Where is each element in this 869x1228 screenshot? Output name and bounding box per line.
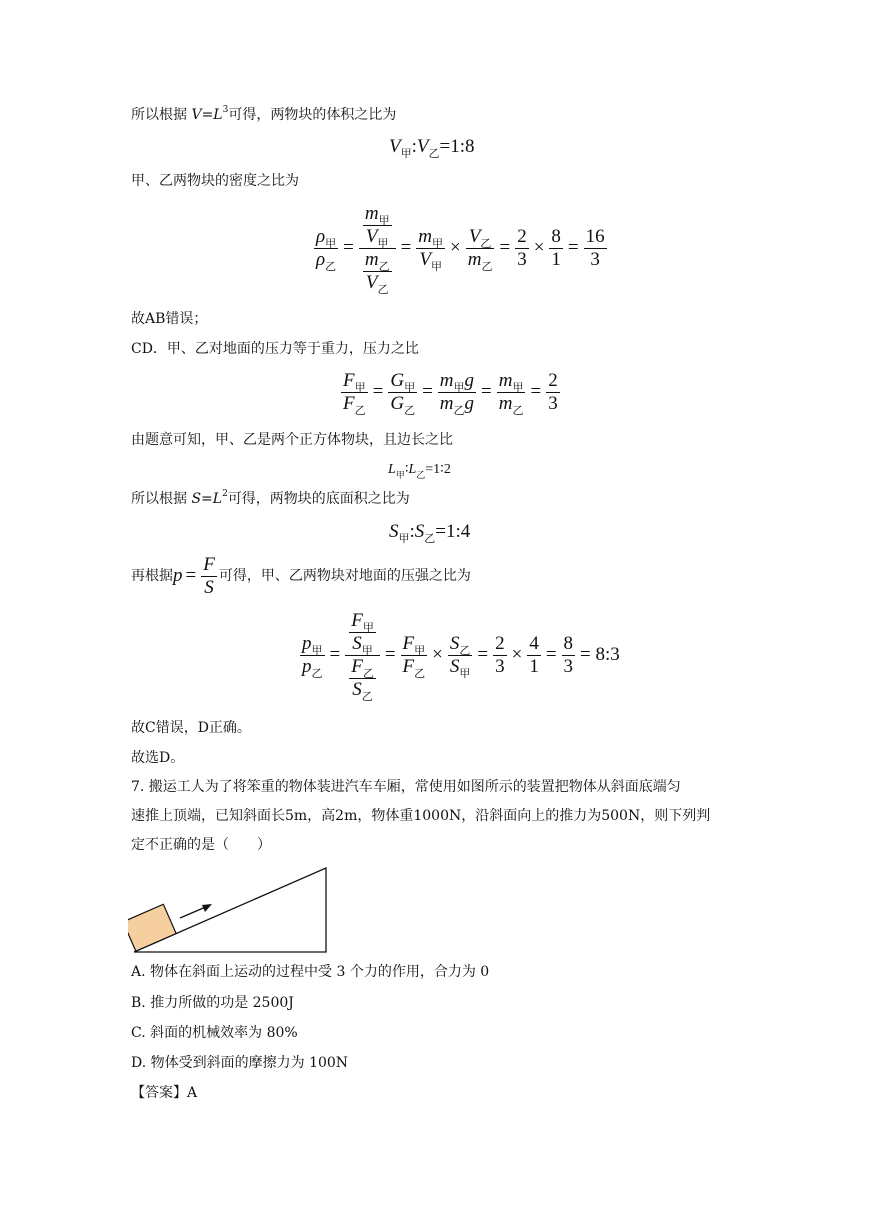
equation-area-ratio: $S_甲:S_乙=1:4$ (389, 521, 471, 545)
block-rect (128, 904, 176, 951)
text-line-area-ratio-intro: 所以根据 $S=L^2$可得，两物块的底面积之比为 (131, 489, 410, 507)
answer-line: 【答案】A (131, 1085, 198, 1101)
text: 可得，两物块的体积之比为 (228, 107, 397, 123)
text: 所以根据 (131, 107, 192, 123)
choice-b: B. 推力所做的功是 2500J (131, 995, 294, 1011)
equation-density-ratio: $\frac{\rho_甲}{\rho_乙}$ = $\frac{\frac{m_甲}{V_甲}}{\frac{m_乙}{V_乙}}$ = $\frac{m_甲}{V_甲}$ × $\frac{V_乙}{m_乙}$ = $\frac{2}{3}$ × $\frac{8}{1}$ = $\frac{16}{3}$ (316, 203, 605, 296)
text-line-cd-pressure: CD．甲、乙对地面的压力等于重力，压力之比 (131, 341, 419, 357)
formula-inline: V=L (191, 107, 223, 123)
text-line-choose-d: 故选D。 (131, 750, 185, 766)
question-7-line-3: 定不正确的是（ ） (131, 837, 271, 853)
choice-a: A. 物体在斜面上运动的过程中受 3 个力的作用，合力为 0 (131, 964, 490, 980)
incline-figure (128, 864, 332, 956)
equation-pressure-ratio: $\frac{p_甲}{p_乙}$ = $\frac{\frac{F_甲}{S_甲}}{\frac{F_乙}{S_乙}}$ = $\frac{F_甲}{F_乙}$ × $\frac{S_乙}{S_甲}$ = $\frac{2}{3}$ × $\frac{4}{1}$ = $\frac{8}{3}$ = 8:3 (302, 610, 620, 703)
text-line-c-wrong-d-right: 故C错误，D正确。 (131, 720, 251, 736)
push-arrow (180, 904, 212, 918)
question-7-line-1: 7. 搬运工人为了将笨重的物体装进汽车车厢，常使用如图所示的装置把物体从斜面底端匀 (131, 779, 681, 795)
text-line-side-ratio-intro: 由题意可知，甲、乙是两个正方体物块，且边长之比 (131, 432, 453, 448)
block (128, 904, 176, 951)
fraction: $\frac{\rho_甲}{\rho_乙}$ (316, 225, 337, 273)
question-7-line-2: 速推上顶端，已知斜面长5m，高2m，物体重1000N，沿斜面向上的推力为500N，则下列判 (131, 808, 711, 824)
text-line-density-intro: 甲、乙两物块的密度之比为 (131, 173, 299, 189)
exponent: 3 (222, 105, 229, 115)
choice-c: C. 斜面的机械效率为 80% (131, 1025, 298, 1041)
text-line-volume-ratio-intro (131, 105, 396, 127)
text-line-ab-wrong: 故AB错误； (131, 311, 208, 327)
equation-volume-ratio: $V_甲:V_乙=1:8$ (389, 136, 475, 160)
text-line-pressure-intro: 再根据 p = $\frac{F}{S}$ 可得，甲、乙两物块对地面的压强之比为 (131, 554, 471, 598)
fraction-compound: $\frac{\frac{m_甲}{V_甲}}{\frac{m_乙}{V_乙}}$ (359, 203, 396, 293)
equation-force-ratio: $\frac{F_甲}{F_乙}$ = $\frac{G_甲}{G_乙}$ = $\frac{m_甲g}{m_乙g}$ = $\frac{m_甲}{m_乙}$ = $\frac{2}{3}$ (343, 370, 558, 417)
choice-d: D. 物体受到斜面的摩擦力为 100N (131, 1055, 349, 1071)
equation-side-ratio: $L_甲∶L_乙=1∶2$ (388, 462, 451, 480)
